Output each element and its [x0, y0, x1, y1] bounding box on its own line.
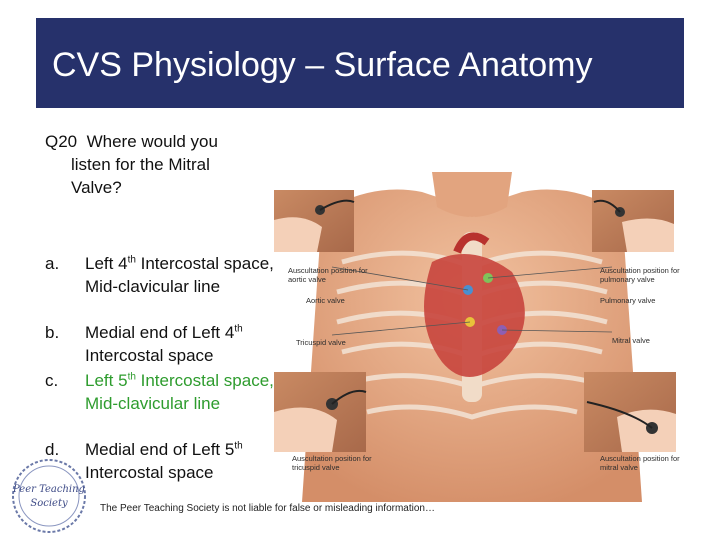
option-text: Medial end of Left 5th Intercostal space: [85, 440, 243, 482]
label-aortic-position: Auscultation position for aortic valve: [288, 266, 368, 284]
option-letter: d.: [45, 440, 60, 459]
option-text: Left 4th Intercostal space, Mid-clavicular line: [85, 254, 274, 296]
photo-inset-pulmonary: [592, 190, 674, 252]
svg-text:Society: Society: [30, 498, 68, 509]
question-line-2: listen for the Mitral: [71, 155, 210, 174]
label-aortic-valve: Aortic valve: [306, 296, 345, 305]
neck: [432, 172, 512, 217]
label-mitral-position: Auscultation position for mitral valve: [600, 454, 680, 472]
option-text: Left 5th Intercostal space, Mid-clavicular line: [85, 371, 274, 413]
svg-text:Peer Teaching: Peer Teaching: [13, 484, 85, 495]
option-letter: c.: [45, 371, 59, 390]
label-tricuspid-valve: Tricuspid valve: [296, 338, 346, 347]
title-banner: [36, 18, 684, 108]
footer-disclaimer: The Peer Teaching Society is not liable for false or misleading information…: [100, 503, 435, 514]
question-number: Q20: [45, 132, 78, 151]
question-line-1: Q20 Where would you: [45, 132, 218, 151]
photo-inset-aortic: [274, 190, 354, 252]
photo-inset-tricuspid: [274, 372, 366, 452]
label-mitral-valve: Mitral valve: [612, 336, 650, 345]
option-text: Medial end of Left 4th Intercostal space: [85, 323, 243, 365]
option-letter: b.: [45, 323, 60, 342]
peer-teaching-society-logo: [8, 456, 90, 536]
question-text: [45, 130, 260, 199]
photo-inset-mitral: [584, 372, 676, 452]
label-tricuspid-position: Auscultation position for tricuspid valve: [292, 454, 372, 472]
slide-title: CVS Physiology – Surface Anatomy: [52, 46, 593, 84]
label-pulmonary-valve: Pulmonary valve: [600, 296, 656, 305]
option-letter: a.: [45, 254, 60, 273]
question-line-3: Valve?: [71, 178, 122, 197]
auscultation-figure: [262, 172, 682, 504]
label-pulmonary-position: Auscultation position for pulmonary valve: [600, 266, 680, 284]
